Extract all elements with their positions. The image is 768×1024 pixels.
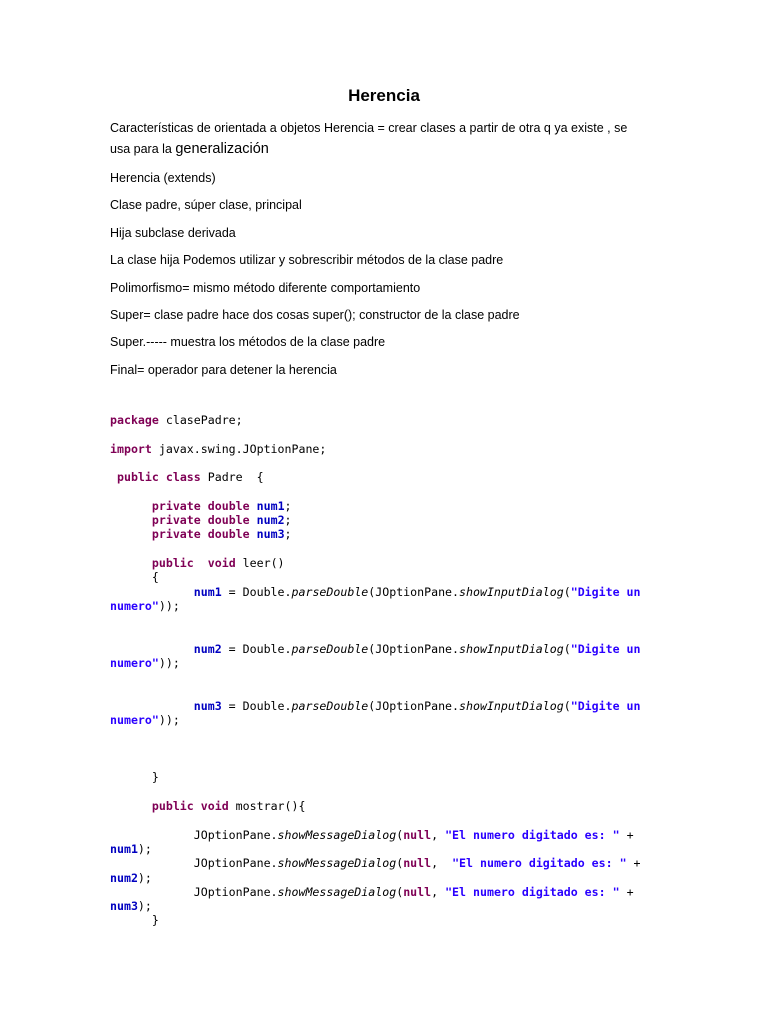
intro-line-2-text: usa para la	[110, 142, 176, 156]
code-line: JOptionPane.showMessageDialog(null, "El numero digitado es: " +	[193, 856, 641, 871]
intro-highlight-word: generalización	[175, 141, 269, 157]
code-line: }	[151, 913, 159, 928]
code-line: }	[151, 770, 159, 785]
code-line: num3 = Double.parseDouble(JOptionPane.showInputDialog("Digite un	[193, 698, 641, 713]
code-line: numero"));	[110, 598, 180, 613]
intro-line-2	[110, 141, 269, 157]
code-line: private double num2;	[151, 513, 292, 528]
code-line: package clasePadre;	[110, 413, 243, 427]
code-line: {	[151, 570, 159, 585]
note-line: Clase padre, súper clase, principal	[110, 198, 302, 212]
note-line: Super.----- muestra los métodos de la clase padre	[110, 335, 386, 349]
note-line: Super= clase padre hace dos cosas super(); constructor de la clase padre	[110, 308, 520, 322]
code-line: numero"));	[110, 713, 180, 728]
code-line: import javax.swing.JOptionPane;	[110, 441, 327, 456]
code-line: num1 = Double.parseDouble(JOptionPane.showInputDialog("Digite un	[193, 584, 641, 599]
note-line: La clase hija Podemos utilizar y sobrescribir métodos de la clase padre	[110, 253, 504, 267]
note-line: Polimorfismo= mismo método diferente comportamiento	[110, 281, 421, 295]
code-line: num2 = Double.parseDouble(JOptionPane.showInputDialog("Digite un	[193, 641, 641, 656]
code-line: private double num1;	[151, 498, 292, 513]
code-line: public void mostrar(){	[151, 799, 306, 814]
document-title: Herencia	[348, 86, 420, 105]
code-line: private double num3;	[151, 527, 292, 542]
note-line: Hija subclase derivada	[110, 226, 236, 240]
code-line: num1);	[110, 841, 152, 856]
code-line: num3);	[110, 899, 152, 914]
code-line: num2);	[110, 870, 152, 885]
code-line: public void leer()	[151, 555, 285, 570]
note-line: Herencia (extends)	[110, 171, 216, 185]
code-line: JOptionPane.showMessageDialog(null, "El numero digitado es: " +	[193, 884, 634, 899]
code-line: public class Padre {	[116, 470, 264, 485]
code-block	[110, 413, 670, 928]
intro-line-1: Características de orientada a objetos Herencia = crear clases a partir de otra q ya existe , se	[110, 121, 628, 135]
note-line: Final= operador para detener la herencia	[110, 363, 337, 377]
code-line: numero"));	[110, 656, 180, 671]
code-line: JOptionPane.showMessageDialog(null, "El numero digitado es: " +	[193, 827, 634, 842]
